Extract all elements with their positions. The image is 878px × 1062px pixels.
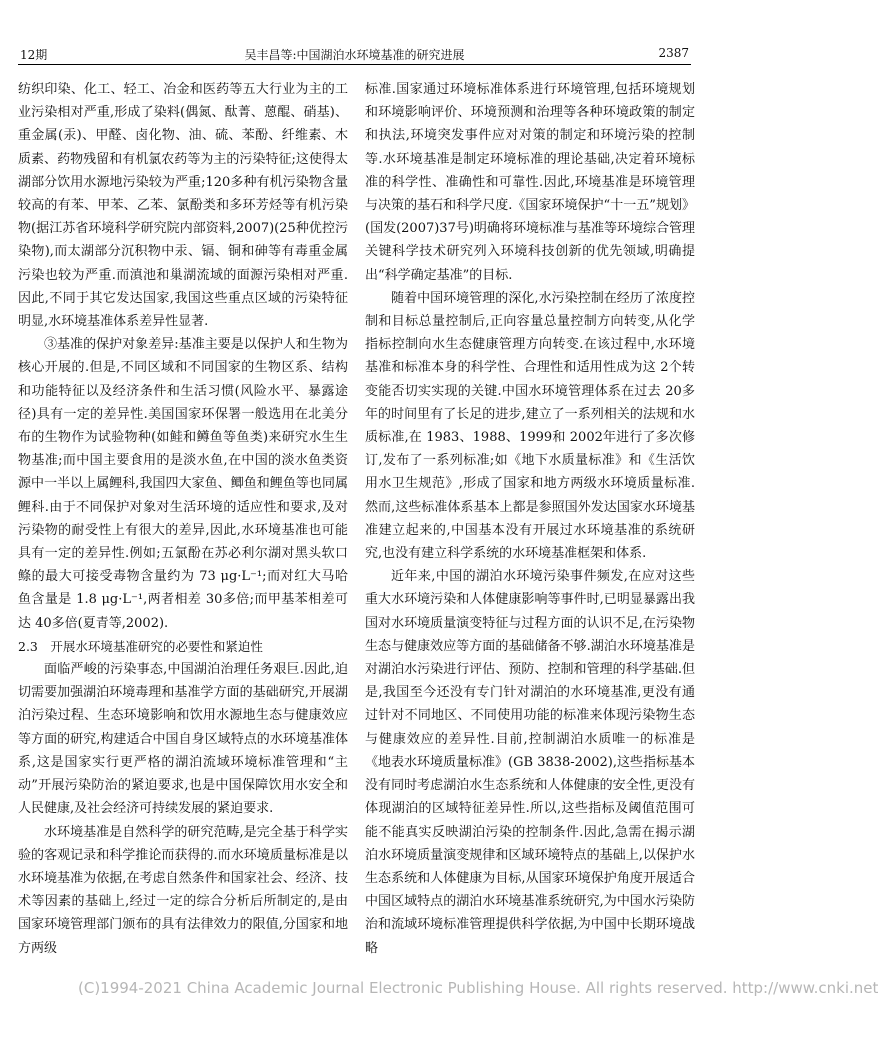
paragraph: 面临严峻的污染事态,中国湖泊治理任务艰巨.因此,迫切需要加强湖泊环境毒理和基准学方面的基础研究,开展湖泊污染过程、生态环境影响和饮用水源地生态与健康效应等方面的研究,构建适合中国自身区域特点的水环境基准体系,这是国家实行更严格的湖泊流域环境标准管理和“主动”开展污染防治的紧迫要求,也是中国保障饮用水安全和人民健康,及社会经济可持续发展的紧迫要求. (18, 662, 348, 817)
page-number: 2387 (658, 46, 689, 60)
paragraph: ③基准的保护对象差异:基准主要是以保护人和生物为核心开展的.但是,不同区域和不同国家的生物区系、结构和功能特征以及经济条件和生活习惯(风险水平、暴露途径)具有一定的差异性.美国国家环保署一般选用在北美分布的生物作为试验物种(如鲑和鳟鱼等鱼类)来研究水生生物基准;而中国主要食用的是淡水鱼,在中国的淡水鱼类资源中一半以上属鲤科,我国四大家鱼、鲫鱼和鲤鱼等也同属鲤科.由于不同保护对象对生活环境的适应性和要求,及对污染物的耐受性上有很大的差异,因此,水环境基准也可能具有一定的差异性.例如;五氯酚在苏必利尔湖对黑头软口鲦的最大可接受毒物含量约为 73 μg·L⁻¹;而对红大马哈鱼含量是 1.8 μg·L⁻¹,两者相差 30多倍;而甲基苯相差可达 40多倍(夏青等,2002). (18, 337, 348, 631)
copyright-watermark: (C)1994-2021 China Academic Journal Electronic Publishing House. All rights reserved. http://www.cnki.net (78, 979, 878, 997)
running-title: 吴丰昌等:中国湖泊水环境基准的研究进展 (244, 48, 465, 62)
paragraph: 纺织印染、化工、轻工、冶金和医药等五大行业为主的工业污染相对严重,形成了染料(偶氮、酞菁、蒽醌、硝基)、重金属(汞)、甲醛、卤化物、油、硫、苯酚、纤维素、木质素、药物残留和有机氯农药等为主的污染特征;这使得太湖部分饮用水源地污染较为严重;120多种有机污染物含量较高的有苯、甲苯、乙苯、氯酚类和多环芳烃等有机污染物(据江苏省环境科学研究院内部资料,2007)(25种优控污染物),而太湖部分沉积物中汞、镉、铜和砷等有毒重金属污染也较为严重.而滇池和巢湖流域的面源污染相对严重.因此,不同于其它发达国家,我国这些重点区域的污染特征明显,水环境基准体系差异性显著. (18, 82, 348, 330)
section-heading: 2.3 开展水环境基准研究的必要性和紧迫性 (18, 638, 263, 654)
paragraph: 近年来,中国的湖泊水环境污染事件频发,在应对这些重大水环境污染和人体健康影响等事件时,已明显暴露出我国对水环境质量演变特征与过程方面的认识不足,在污染物生态与健康效应等方面的基础储备不够.湖泊水环境基准是对湖泊水污染进行评估、预防、控制和管理的科学基础.但是,我国至今还没有专门针对湖泊的水环境基准,更没有通过针对不同地区、不同使用功能的标准来体现污染物生态与健康效应的差异性.目前,控制湖泊水质唯一的标准是《地表水环境质量标准》(GB 3838-2002),这些指标基本没有同时考虑湖泊水生态系统和人体健康的安全性,更没有体现湖泊的区域特征差异性.所以,这些指标及阈值范围可能不能真实反映湖泊污染的控制条件.因此,急需在揭示湖泊水环境质量演变规律和区域环境特点的基础上,以保护水生态系统和人体健康为目标,从国家环境保护角度开展适合中国区域特点的湖泊水环境基准系统研究,为中国水污染防治和流域环境标准管理提供科学依据,为中国中长期环境战略 (365, 569, 695, 956)
paragraph: 水环境基准是自然科学的研究范畴,是完全基于科学实验的客观记录和科学推论而获得的.而水环境质量标准是以水环境基准为依据,在考虑自然条件和国家社会、经济、技术等因素的基础上,经过一定的综合分析后所制定的,是由国家环境管理部门颁布的具有法律效力的限值,分国家和地方两级 (18, 824, 348, 956)
running-header (18, 40, 691, 65)
issue-label: 12期 (20, 48, 48, 62)
paragraph: 随着中国环境管理的深化,水污染控制在经历了浓度控制和目标总量控制后,正向容量总量控制方向转变,从化学指标控制向水生态健康管理方向转变.在该过程中,水环境基准和标准本身的科学性、合理性和适用性成为这 2个转变能否切实实现的关键.中国水环境管理体系在过去 20多年的时间里有了长足的进步,建立了一系列相关的法规和水质标准,在 1983、1988、1999和 2002年进行了多次修订,发布了一系列标准;如《地下水质量标准》和《生活饮用水卫生规范》,形成了国家和地方两级水环境质量标准.然而,这些标准体系基本上都是参照国外发达国家水环境基准建立起来的,中国基本没有开展过水环境基准的系统研究,也没有建立科学系统的水环境基准框架和体系. (365, 290, 695, 562)
paragraph: 标准.国家通过环境标准体系进行环境管理,包括环境规划和环境影响评价、环境预测和治理等各种环境政策的制定和执法,环境突发事件应对对策的制定和环境污染的控制等.水环境基准是制定环境标准的理论基础,决定着环境标准的科学性、准确性和可靠性.因此,环境基准是环境管理与决策的基石和科学尺度.《国家环境保护“十一五”规划》(国发(2007)37号)明确将环境标准与基准等环境综合管理关键科学技术研究列入环境科技创新的优先领域,明确提出“科学确定基准”的目标. (365, 82, 695, 283)
right-column (365, 78, 695, 960)
left-column (18, 78, 348, 960)
